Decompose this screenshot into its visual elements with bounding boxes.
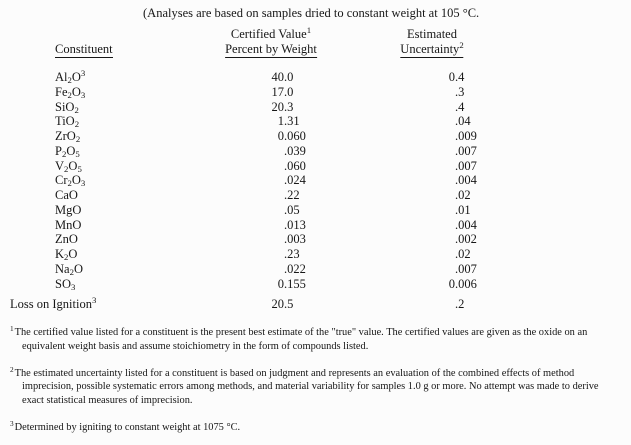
table-row [0,297,631,312]
certified-value-frac-part: .155 [284,276,306,291]
certified-value-frac-part: .060 [284,129,306,143]
uncertainty-value-int-part: 0 [448,276,455,291]
constituent-name: MnO [55,217,82,232]
certified-value-int-part: 17 [271,84,284,99]
certified-value-frac-part: .05 [284,202,300,217]
column-header-constituent [55,42,113,58]
certified-value-frac-part: .0 [284,70,294,84]
table-row [0,232,631,247]
certified-value-frac-part: .0 [284,84,294,99]
uncertainty-value-frac-part: .04 [455,114,471,129]
uncertainty-value-frac-part: .4 [455,99,465,114]
footnote [10,367,621,408]
certified-value-frac-part: .31 [284,114,300,129]
uncertainty-value-frac-part: .02 [455,188,471,202]
uncertainty-value-frac-part: .01 [455,202,471,217]
uncertainty-value-frac-part: .02 [455,247,471,261]
constituent-name: Loss on Ignition$^3$ [10,295,97,311]
constituent-name: $Na_2O$ [55,261,83,277]
uncertainty-value-frac-part: .004 [455,217,477,232]
certified-value-int-part: 1 [277,114,284,129]
constituent-name: $SO_3$ [55,276,76,292]
constituent-name: $P_2O_5$ [55,143,80,159]
uncertainty-value-frac-part: .4 [455,70,465,84]
footnote-marker: 1 [10,325,14,333]
constituent-name: $Fe_2O_3$ [55,84,86,100]
uncertainty-value-frac-part: .006 [455,276,477,291]
uncertainty-value-frac-part: .3 [455,84,465,99]
table-row [0,218,631,233]
estimated-uncertainty-header-line2: Uncertainty$^2$ [400,40,464,56]
certified-value-header-line2: Percent by Weight [225,42,317,56]
footnote-text: Determined by igniting to constant weight at 1075 °C. [14,421,241,433]
table-row [0,188,631,203]
certified-value-frac-part: .039 [284,143,306,158]
constituent-name: $Al_2O^3$ [55,68,86,86]
footnote-marker: 2 [10,365,14,374]
constituent-name: $Cr_2O_3$ [55,173,86,189]
loss-on-ignition-row-container [0,297,631,312]
table-row [0,100,631,115]
column-header-estimated-uncertainty [400,27,463,58]
uncertainty-value-frac-part: .2 [455,297,465,311]
constituent-name: $K_2O$ [55,247,78,263]
constituent-name: ZnO [55,232,78,247]
uncertainty-value-frac-part: .007 [455,143,477,158]
table-row [0,129,631,144]
certified-value-frac-part: .022 [284,261,306,276]
constituent-name: ZrO$_2$ [55,129,81,145]
table-row [0,144,631,159]
uncertainty-value-frac-part: .009 [455,129,477,143]
certified-value-frac-part: .003 [284,232,306,247]
certified-value-int-part: 20 [271,297,284,311]
table-row [0,247,631,262]
table-caption: (Analyses are based on samples dried to constant weight at 105 °C. [143,6,480,20]
constituent-name: CaO [55,188,78,202]
certified-value-frac-part: .22 [284,188,300,202]
certified-value-frac-part: .024 [284,173,306,188]
uncertainty-value-frac-part: .007 [455,261,477,276]
footnote-text: The estimated uncertainty listed for a constituent is based on judgment and represents an evaluation of the combined effects of method imprecision, possible systematic errors among methods, and material variability for samples 1.0 g or more. No attempt was made to derive exact statistical measures of imprecision. [14,367,599,407]
uncertainty-value-int-part: 0 [448,70,455,84]
certified-value-frac-part: .060 [284,158,306,173]
table-row [0,203,631,218]
table-row [0,85,631,100]
uncertainty-value-frac-part: .004 [455,173,477,188]
certified-value-int-part: 0 [277,129,284,143]
footnote [10,421,621,435]
certified-value-frac-part: .013 [284,217,306,232]
column-header-certified-value [225,27,317,58]
table-row [0,159,631,174]
footnote-text: The certified value listed for a constituent is the present best estimate of the "true" value. The certified values are given as the oxide on an equivalent weight basis and assume stoichiometry in the form of compounds listed. [14,327,588,352]
table-row [0,173,631,188]
certified-value-frac-part: .3 [284,99,294,114]
uncertainty-value-frac-part: .007 [455,158,477,173]
uncertainty-value-frac-part: .002 [455,232,477,247]
table-row [0,262,631,277]
constituent-name: SiO$_2$ [55,99,79,115]
table-row [0,277,631,292]
certified-value-frac-part: .5 [284,297,294,311]
table-row [0,70,631,85]
certified-value-frac-part: .23 [284,247,300,261]
constituent-name: $V_2O_5$ [55,158,82,174]
certified-value-int-part: 0 [277,276,284,291]
estimated-uncertainty-header-line1: Estimated [406,27,457,41]
constituent-table-body [0,70,631,291]
footnote-marker: 3 [10,419,14,428]
footnote [10,326,621,354]
certified-value-int-part: 40 [271,70,284,84]
footnotes-section [10,326,621,445]
table-row [0,114,631,129]
certified-value-header-line1: Certified Value$^1$ [230,25,312,41]
constituent-name: TiO$_2$ [55,114,80,130]
column-header-constituent-label: Constituent [55,42,113,56]
constituent-name: MgO [55,202,82,217]
certified-value-int-part: 20 [271,99,284,114]
